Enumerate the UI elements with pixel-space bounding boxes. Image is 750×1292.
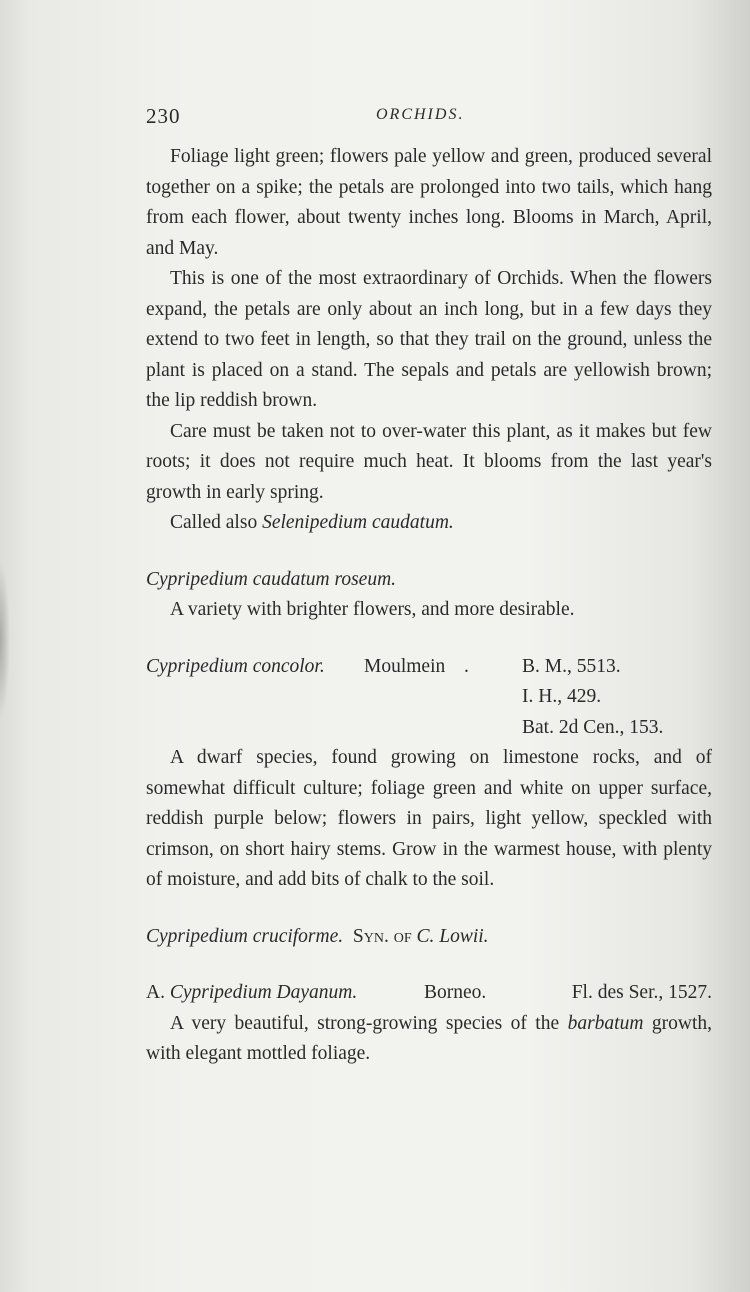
description-dayanum-italic: barbatum xyxy=(567,1012,644,1034)
entry-leader-dot: . xyxy=(464,655,469,677)
entry-name-cruciforme: Cypripedium cruciforme. xyxy=(146,925,344,947)
page-header xyxy=(146,104,712,130)
paragraph-care: Care must be taken not to over-water this plant, as it makes but few roots; it does not require much heat. It blooms from the last year's growth in early spring. xyxy=(146,420,712,503)
entry-name-concolor: Cypripedium concolor. xyxy=(146,655,325,677)
entry-heading-concolor xyxy=(146,652,712,683)
entry-heading-cruciforme xyxy=(146,922,712,953)
binding-shadow xyxy=(0,560,10,720)
description-dayanum-start: A very beautiful, strong-growing species of the xyxy=(170,1012,568,1034)
entry-heading-roseum: Cypripedium caudatum roseum. xyxy=(146,568,397,590)
running-title: ORCHIDS. xyxy=(376,106,465,123)
entry-ref-1: B. M., 5513. xyxy=(522,655,621,677)
paragraph-extraordinary: This is one of the most extraordinary of Orchids. When the flowers expand, the petals are only about an inch long, but in a few days they extend to two feet in length, so that they trail on the ground, unless the plant is placed on a stand. The sepals and petals are yellowish brown; the lip reddish brown. xyxy=(146,268,712,411)
entry-ref-dayanum: Fl. des Ser., 1527. xyxy=(571,982,712,1003)
entry-description-dayanum xyxy=(146,1009,712,1070)
entry-description-roseum: A variety with brighter flowers, and more desirable. xyxy=(170,599,575,620)
page-number: 230 xyxy=(146,104,181,128)
entry-syn-label: Syn. of xyxy=(352,925,412,947)
entry-ref-3: Bat. 2d Cen., 153. xyxy=(522,716,664,738)
called-also-text: Called also xyxy=(170,512,263,533)
entry-name-dayanum: Cypripedium Dayanum. xyxy=(169,982,358,1003)
entry-prefix-dayanum xyxy=(146,978,357,1009)
entry-description-concolor: A dwarf species, found growing on limestone rocks, and of somewhat difficult culture; foliage green and white on upper surface, reddish purple below; flowers in pairs, light yellow, speckled with crimson, on short hairy stems. Grow in the warmest house, with plenty of moisture, and add bits of chalk to the soil. xyxy=(146,747,712,890)
description-dayanum-end: growth, with elegant mottled foliage. xyxy=(146,1012,713,1064)
paragraph-called-also xyxy=(146,508,712,539)
entry-location-concolor: Moulmein xyxy=(364,655,446,677)
entry-heading-dayanum xyxy=(146,978,712,1009)
paragraph-foliage: Foliage light green; flowers pale yellow and green, produced several together on a spike; the petals are prolonged into two tails, which hang from each flower, about twenty inches long. Blooms in March, April, and May. xyxy=(146,146,712,259)
page-content xyxy=(146,142,712,1070)
entry-ref-2: I. H., 429. xyxy=(522,686,602,707)
entry-syn-target: C. Lowii. xyxy=(416,925,489,947)
entry-location-dayanum: Borneo. xyxy=(424,982,487,1003)
synonym-name: Selenipedium caudatum. xyxy=(262,512,454,533)
entry-class-marker: A. xyxy=(146,982,165,1003)
